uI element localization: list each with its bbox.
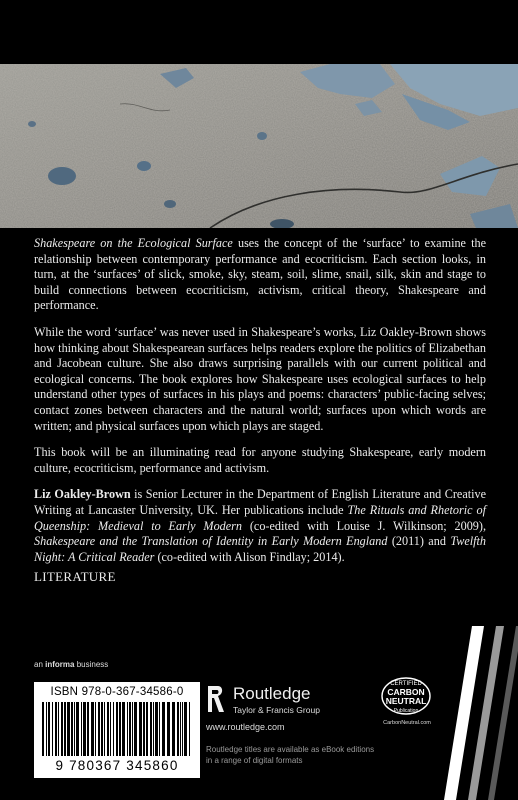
carbon-neutral-url: CarbonNeutral.com xyxy=(383,720,431,726)
barcode-bar xyxy=(162,702,165,756)
barcode-bar xyxy=(139,702,142,756)
barcode-bar xyxy=(71,702,73,756)
ebook-note-line-1: Routledge titles are available as eBook editions xyxy=(206,745,375,754)
publisher-name: Routledge xyxy=(233,684,311,703)
barcode-bar xyxy=(119,702,121,756)
barcode-bar xyxy=(81,702,82,756)
barcode-bar xyxy=(67,702,70,756)
carbon-publication-label: Publication xyxy=(393,708,419,714)
barcode-bar xyxy=(113,702,114,756)
barcode-digits: 9 780367 345860 xyxy=(55,758,179,773)
barcode-bar xyxy=(122,702,125,756)
barcode-bar xyxy=(55,702,57,756)
barcode-bar xyxy=(127,702,128,756)
isbn-barcode xyxy=(34,682,200,778)
isbn-number: ISBN 978-0-367-34586-0 xyxy=(50,686,184,698)
barcode-bar xyxy=(150,702,152,756)
barcode-bar xyxy=(132,702,133,756)
author-bio-text-b: (co-edited with Louise J. Wilkinson; 2009), xyxy=(242,518,486,533)
publisher-url: www.routledge.com xyxy=(206,722,285,732)
barcode-bar xyxy=(107,702,109,756)
barcode-bar xyxy=(95,702,96,756)
barcode-bar xyxy=(46,702,47,756)
informa-suffix: business xyxy=(74,660,109,669)
carbon-word-1: CARBON xyxy=(387,687,425,697)
carbon-certified-label: CERTIFIED xyxy=(390,681,422,687)
informa-business-tag xyxy=(34,660,108,669)
ebook-note-line-2: in a range of digital formats xyxy=(206,756,303,765)
barcode-bar xyxy=(167,702,170,756)
carbon-neutral-badge xyxy=(376,672,436,734)
barcode-bar xyxy=(42,702,44,756)
carbon-word-2: NEUTRAL xyxy=(385,696,427,706)
barcode-bar xyxy=(61,702,63,756)
barcode-bar xyxy=(110,702,111,756)
barcode-bar xyxy=(159,702,160,756)
ebook-availability-note xyxy=(206,744,376,766)
barcode-bar xyxy=(87,702,89,756)
cover-photo-peeling-paint xyxy=(0,64,518,228)
barcode-bar xyxy=(189,702,190,756)
barcode-bar xyxy=(98,702,100,756)
barcode-bar xyxy=(48,702,50,756)
barcode-bar xyxy=(104,702,105,756)
barcode-bar xyxy=(116,702,118,756)
barcode-bar xyxy=(146,702,148,756)
author-bio-text-a: is Senior Lecturer in the Department of English Literature and Creative Writing at Lancaster University, UK. Her publications include xyxy=(34,487,486,517)
barcode-bar xyxy=(58,702,59,756)
blurb-paragraph-2: While the word ‘surface’ was never used in Shakespeare’s works, Liz Oakley-Brown shows how thinking about Shakespearean surfaces helps readers explore the politics of Elizabethan and Jacobean culture. She also draws surprising parallels with our current political and ecological concerns. The book explores how Shakespeare uses ecological surfaces to help understand other types of surfaces in his plays and poems: characters’ public-facing selves; contact zones between characters and the natural world; surfaces upon which words are written; and physical surfaces upon which plays are staged. xyxy=(34,324,486,433)
author-name: Liz Oakley-Brown xyxy=(34,487,131,502)
publisher-group: Taylor & Francis Group xyxy=(233,705,320,715)
barcode-bar xyxy=(134,702,137,756)
blurb-paragraph-3: This book will be an illuminating read for anyone studying Shakespeare, early modern culture, ecocriticism, performance and activism. xyxy=(34,445,486,475)
routledge-logo-icon xyxy=(206,684,226,714)
blurb-paragraph-1 xyxy=(34,236,486,314)
barcode-bar xyxy=(143,702,145,756)
barcode-bar xyxy=(76,702,79,756)
author-book-1: The Rituals and Rhetoric of Queenship: Medieval to Early Modern xyxy=(34,502,486,533)
barcode-bar xyxy=(177,702,179,756)
barcode-bar xyxy=(101,702,103,756)
blurb-paragraph-1-text: uses the concept of the ‘surface’ to examine the relationship between contemporary performance and ecocriticism. Each section looks, in turn, at the ‘surfaces’ of slick, smoke, sky, steam, soil, slime, snail, silk, skin and stage to build connections between ecocriticism, activism, critical theory, Shakespeare and performance. xyxy=(34,236,486,313)
barcode-bar xyxy=(52,702,53,756)
author-bio xyxy=(34,487,486,565)
author-book-2: Shakespeare and the Translation of Identity in Early Modern England xyxy=(34,534,388,549)
barcode-bar xyxy=(172,702,175,756)
barcode-bar xyxy=(155,702,158,756)
barcode-bar xyxy=(83,702,86,756)
barcode-bar xyxy=(153,702,154,756)
barcode-bars xyxy=(42,702,192,758)
carbon-neutral-logo-icon xyxy=(380,676,432,716)
back-cover-blurb xyxy=(34,236,486,576)
author-bio-text-d: (co-edited with Alison Findlay; 2014). xyxy=(154,549,345,564)
informa-prefix: an xyxy=(34,660,46,669)
author-book-3: Twelfth Night: A Critical Reader xyxy=(34,534,486,564)
barcode-bar xyxy=(74,702,75,756)
book-title-italic: Shakespeare on the Ecological Surface xyxy=(34,236,233,250)
publisher-block xyxy=(206,682,376,732)
subject-category: LITERATURE xyxy=(34,569,116,584)
decorative-diagonal-stripes xyxy=(438,626,518,800)
barcode-bar xyxy=(180,702,181,756)
barcode-bar xyxy=(129,702,131,756)
barcode-bar xyxy=(64,702,66,756)
barcode-bar xyxy=(91,702,94,756)
informa-brand: informa xyxy=(45,660,75,669)
author-bio-text-c: (2011) and xyxy=(387,534,451,549)
barcode-bar xyxy=(182,702,183,756)
barcode-bar xyxy=(184,702,187,756)
